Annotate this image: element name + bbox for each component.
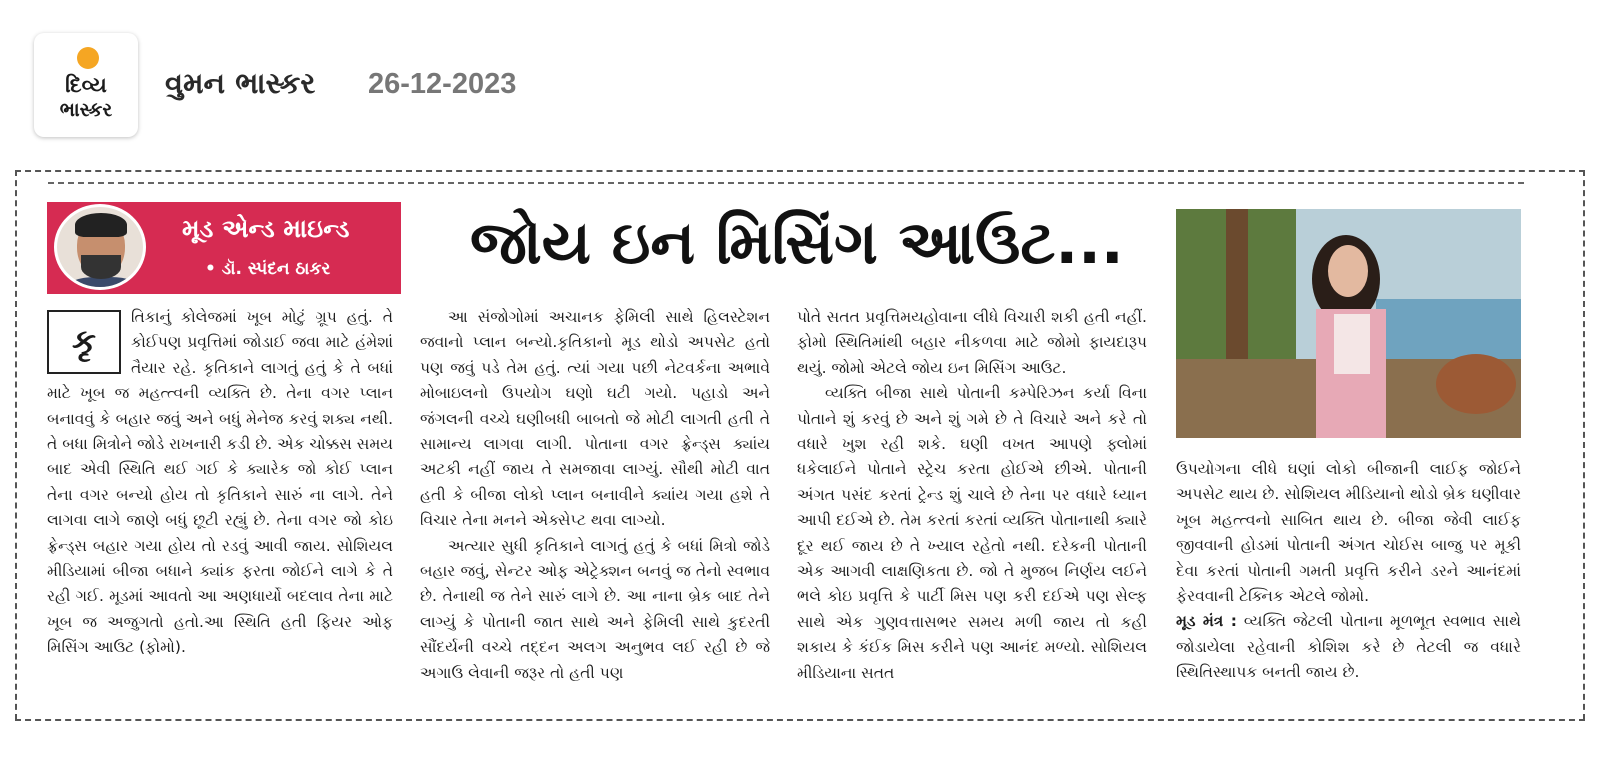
column3-paragraph-2: વ્યક્તિ બીજા સાથે પોતાની કમ્પેરિઝન કર્યા વિના પોતાને શું કરવું છે અને શું ગમે છે તે વિચારે અને કરે તો વધારે ખુશ રહી શકે. ઘણી વખત આપણે ફ્લોમાં ધકેલાઈને પોતાને સ્ટ્રેચ કરતા હોઈએ છીએ. પોતાની અંગત પસંદ કરતાં ટ્રેન્ડ શું ચાલે છે તેના પર વધારે ધ્યાન આપી દઈએ છે. તેમ કરતાં કરતાં વ્યક્તિ પોતાનાથી ક્યારે દૂર થઈ જાય છે તે ખ્યાલ રહેતો નથી. દરેકની પોતાની એક આગવી લાક્ષણિકતા છે. જો તે મુજબ નિર્ણય લઈને ભલે કોઇ પ્રવૃત્તિ કે પાર્ટી મિસ પણ કરી દઈએ પણ સેલ્ફ સાથે એક ગુણવત્તાસભર સમય મળી જાય તો કહી શકાય કે કંઈક મિસ કરીને પણ આનંદ મળ્યો. સોશિયલ મીડિયાના સતત bbox=[797, 384, 1147, 682]
bhaskar-logo-sun-icon bbox=[77, 47, 99, 69]
column-2 bbox=[420, 305, 770, 686]
drop-cap: કૃ bbox=[47, 310, 121, 374]
mood-mantra bbox=[1176, 609, 1521, 685]
publish-date: 26-12-2023 bbox=[368, 68, 517, 100]
mood-mantra-text: વ્યક્તિ જેટલી પોતાના મૂળભૂત સ્વભાવ સાથે જોડાયેલા રહેવાની કોશિશ કરે છે તેટલી જ વધારે સ્થિતિસ્થાપક બનતી જાય છે. bbox=[1176, 612, 1521, 682]
article-photo bbox=[1176, 209, 1521, 438]
column2-paragraph-1: આ સંજોગોમાં અચાનક ફેમિલી સાથે હિલસ્ટેશન જવાનો પ્લાન બન્યો.કૃતિકાનો મૂડ થોડો અપસેટ હતો પણ જવું પડે તેમ હતું. ત્યાં ગયા પછી નેટવર્કના અભાવે મોબાઇલનો ઉપયોગ ઘણો ઘટી ગયો. પહાડો અને જંગલની વચ્ચે ઘણીબધી બાબતો જે મોટી લાગતી હતી તે સામાન્ય લાગવા લાગી. પોતાના વગર ફ્રેન્ડ્સ ક્યાંય અટકી નહીં જાય તે સમજાવા લાગ્યું. સૌથી મોટી વાત હતી કે બીજા લોકો પ્લાન બનાવીને ક્યાંય ગયા હશે તે વિચાર તેના મનને એક્સેપ્ટ થવા લાગ્યો. bbox=[420, 308, 770, 530]
bhaskar-logo bbox=[34, 33, 138, 137]
logo-line2: ભાસ્કર bbox=[59, 99, 113, 121]
logo-line1: દિવ્ય bbox=[65, 73, 107, 97]
column-name: મૂડ એન્ડ માઇન્ડ bbox=[182, 214, 350, 243]
column3-paragraph-1: પોતે સતત પ્રવૃત્તિમયહોવાના લીધે વિચારી શકી હતી નહીં. ફોમો સ્થિતિમાંથી બહાર નીકળવા માટે જોમો ફાયદારૂપ થયું. જોમો એટલે જોય ઇન મિસિંગ આઉટ. bbox=[797, 308, 1147, 377]
mood-mantra-label: મૂડ મંત્ર : bbox=[1176, 612, 1237, 631]
column1-text: તિકાનું કોલેજમાં ખૂબ મોટું ગ્રૂપ હતું. તે કોઈપણ પ્રવૃત્તિમાં જોડાઈ જવા માટે હંમેશાં તૈયાર રહે. કૃતિકાને લાગતું હતું કે તે બધાં માટે ખૂબ જ મહત્ત્વની વ્યક્તિ છે. તેના વગર પ્લાન બનાવવું કે બહાર જવું અને બધું મેનેજ કરવું શક્ય નથી. તે બધા મિત્રોને જોડે રાખનારી કડી છે. એક ચોક્કસ સમય બાદ એવી સ્થિતિ થઈ ગઈ કે ક્યારેક જો કોઈ પ્લાન તેના વગર બન્યો હોય તો કૃતિકાને સારું ના લાગે. તેને લાગવા લાગે જાણે બધું છૂટી રહ્યું છે. તેના વગર જો કોઇ ફ્રેન્ડ્સ બહાર ગયા હોય તો રડવું આવી જાય. સોશિયલ મીડિયામાં બીજા બધાને ક્યાંક ફરતા જોઈને લાગે કે તે રહી ગઈ. મૂડમાં આવતો આ અણધાર્યો બદલાવ તેના માટે ખૂબ જ અજુગતો હતો.આ સ્થિતિ હતી ફિયર ઓફ મિસિંગ આઉટ (ફોમો). bbox=[47, 308, 393, 657]
column-3 bbox=[797, 305, 1147, 686]
article-frame-bottom bbox=[15, 719, 1585, 721]
column-4 bbox=[1176, 457, 1521, 686]
author-avatar bbox=[54, 204, 146, 290]
top-divider bbox=[48, 182, 1524, 184]
author-name: • ડૉ. સ્પંદન ઠાકર bbox=[205, 259, 331, 279]
section-title: વુમન ભાસ્કર bbox=[165, 66, 316, 100]
headline: જોય ઇન મિસિંગ આઉટ... bbox=[470, 208, 1124, 278]
column2-paragraph-2: અત્યાર સુધી કૃતિકાને લાગતું હતું કે બધાં મિત્રો જોડે બહાર જવું, સેન્ટર ઓફ એટ્રેક્શન બનવું જ તેનો સ્વભાવ છે. તેનાથી જ તેને સારું લાગે છે. આ નાના બ્રેક બાદ તેને લાગ્યું કે પોતાની જાત સાથે અને ફેમિલી સાથે કુદરતી સૌંદર્યની વચ્ચે તદ્દન અલગ અનુભવ લઈ રહી છે જે અગાઉ લેવાની જરૂર તો હતી પણ bbox=[420, 536, 770, 682]
column4-paragraph-1: ઉપયોગના લીધે ઘણાં લોકો બીજાની લાઈફ જોઈને અપસેટ થાય છે. સોશિયલ મીડિયાનો થોડો બ્રેક ઘણીવાર ખૂબ મહત્ત્વનો સાબિત થાય છે. બીજા જેવી લાઈફ જીવવાની હોડમાં પોતાની અંગત ચોઈસ બાજુ પર મૂકી દેવા કરતાં પોતાની ગમતી પ્રવૃત્તિ કરીને ડરને આનંદમાં ફેરવવાની ટેક્નિક એટલે જોમો. bbox=[1176, 460, 1521, 606]
